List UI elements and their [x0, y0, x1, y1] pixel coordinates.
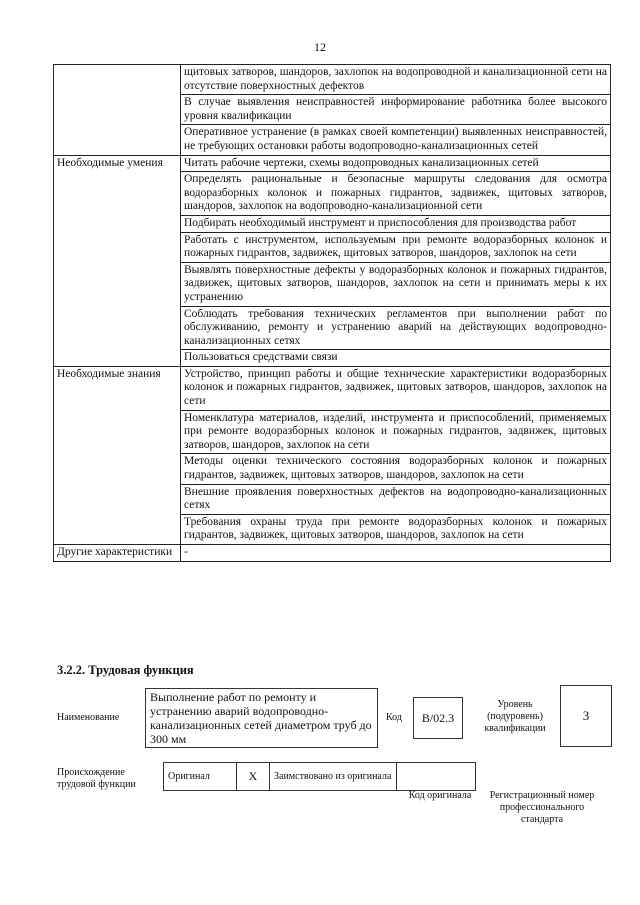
- row-cell: Методы оценки технического состояния водоразборных колонок и пожарных гидрантов, задвижек, щитовых затворов, шандоров, захлопок на сети: [181, 454, 611, 484]
- table-row: [54, 410, 611, 454]
- reg-number-cell: [476, 763, 623, 791]
- row-cell: Работать с инструментом, используемым при ремонте водоразборных колонок и пожарных гидрантов, задвижек, щитовых затворов, шандоров, захлопок на сети: [181, 232, 611, 262]
- table-row: [54, 95, 611, 125]
- table-row: [54, 514, 611, 544]
- row-label: [54, 95, 181, 125]
- code-box: B/02.3: [413, 697, 463, 739]
- row-cell: Соблюдать требования технических регламентов при выполнении работ по обслуживанию, ремонту и устранению аварий на действующих водопроводно-канализационных сетях: [181, 306, 611, 350]
- table-row: [54, 65, 611, 95]
- requirements-table: [53, 64, 611, 562]
- row-cell: -: [181, 545, 611, 562]
- table-row: [54, 350, 611, 367]
- row-label: [54, 232, 181, 262]
- borrowed-cell: [270, 763, 397, 791]
- table-row: [54, 454, 611, 484]
- row-label: [54, 125, 181, 155]
- row-cell: В случае выявления неисправностей информирование работника более высокого уровня квалификации: [181, 95, 611, 125]
- table-row: [54, 484, 611, 514]
- code-original-cell: [397, 763, 476, 791]
- row-label: Необходимые знания: [54, 366, 181, 410]
- row-label: [54, 454, 181, 484]
- level-label: Уровень (подуровень) квалификации: [484, 699, 546, 734]
- borrowed-label: Заимствовано из оригинала: [274, 771, 392, 782]
- row-cell: Пользоваться средствами связи: [181, 350, 611, 367]
- origin-table: [163, 762, 622, 791]
- row-label: [54, 484, 181, 514]
- row-label: Другие характеристики: [54, 545, 181, 562]
- row-label: [54, 172, 181, 216]
- level-box: 3: [560, 685, 612, 747]
- table-row: [54, 215, 611, 232]
- table-row: [54, 232, 611, 262]
- table-row: [54, 155, 611, 172]
- reg-number-label: Регистрационный номер профессионального стандарта: [489, 790, 595, 825]
- row-cell: Подбирать необходимый инструмент и приспособления для производства работ: [181, 215, 611, 232]
- row-label: [54, 350, 181, 367]
- table-row: [54, 545, 611, 562]
- row-cell: Внешние проявления поверхностных дефектов на водопроводно-канализационных сетях: [181, 484, 611, 514]
- table-row: [54, 125, 611, 155]
- table-row: [54, 172, 611, 216]
- table-row: [54, 262, 611, 306]
- name-label: Наименование: [57, 712, 120, 723]
- row-label: [54, 215, 181, 232]
- table-row: [54, 306, 611, 350]
- origin-label: Происхождение трудовой функции: [57, 767, 136, 790]
- row-cell: Номенклатура материалов, изделий, инструмента и приспособлений, применяемых при ремонте водоразборных колонок и пожарных гидрантов, задвижек, щитовых затворов, шандоров, захлопок на сети: [181, 410, 611, 454]
- row-label: [54, 306, 181, 350]
- row-cell: Определять рациональные и безопасные маршруты следования для осмотра водоразборных колонок и пожарных гидрантов, задвижек, щитовых затворов, шандоров, захлопок на водопроводно-канализационной сети: [181, 172, 611, 216]
- code-label: Код: [386, 712, 402, 723]
- row-cell: Читать рабочие чертежи, схемы водопроводных канализационных сетей: [181, 155, 611, 172]
- function-name-box: Выполнение работ по ремонту и устранению аварий водопроводно-канализационных сетей диаметром труб до 300 мм: [145, 688, 378, 748]
- row-label: [54, 262, 181, 306]
- row-cell: Требования охраны труда при ремонте водоразборных колонок и пожарных гидрантов, задвижек, щитовых затворов, шандоров, захлопок на сети: [181, 514, 611, 544]
- original-label: Оригинал: [168, 771, 210, 782]
- table-row: [54, 366, 611, 410]
- page-number: 12: [314, 40, 326, 54]
- row-label: [54, 514, 181, 544]
- row-label: [54, 410, 181, 454]
- row-cell: Выявлять поверхностные дефекты у водоразборных колонок и пожарных гидрантов, задвижек, щитовых затворов, шандоров, захлопок на сети и принимать меры к их устранению: [181, 262, 611, 306]
- row-label: [54, 65, 181, 95]
- row-cell: щитовых затворов, шандоров, захлопок на водопроводной и канализационной сети на отсутствие поверхностных дефектов: [181, 65, 611, 95]
- original-cell: [164, 763, 237, 791]
- section-title: 3.2.2. Трудовая функция: [57, 663, 194, 677]
- row-cell: Устройство, принцип работы и общие технические характеристики водоразборных колонок и пожарных гидрантов, задвижек, щитовых затворов, шандоров, захлопок на сети: [181, 366, 611, 410]
- row-label: Необходимые умения: [54, 155, 181, 172]
- original-mark: X: [248, 769, 258, 783]
- original-mark-cell: [237, 763, 270, 791]
- row-cell: Оперативное устранение (в рамках своей компетенции) выявленных неисправностей, не требующих остановки работы водопроводно-канализационных сетей: [181, 125, 611, 155]
- code-original-label: Код оригинала: [408, 790, 472, 801]
